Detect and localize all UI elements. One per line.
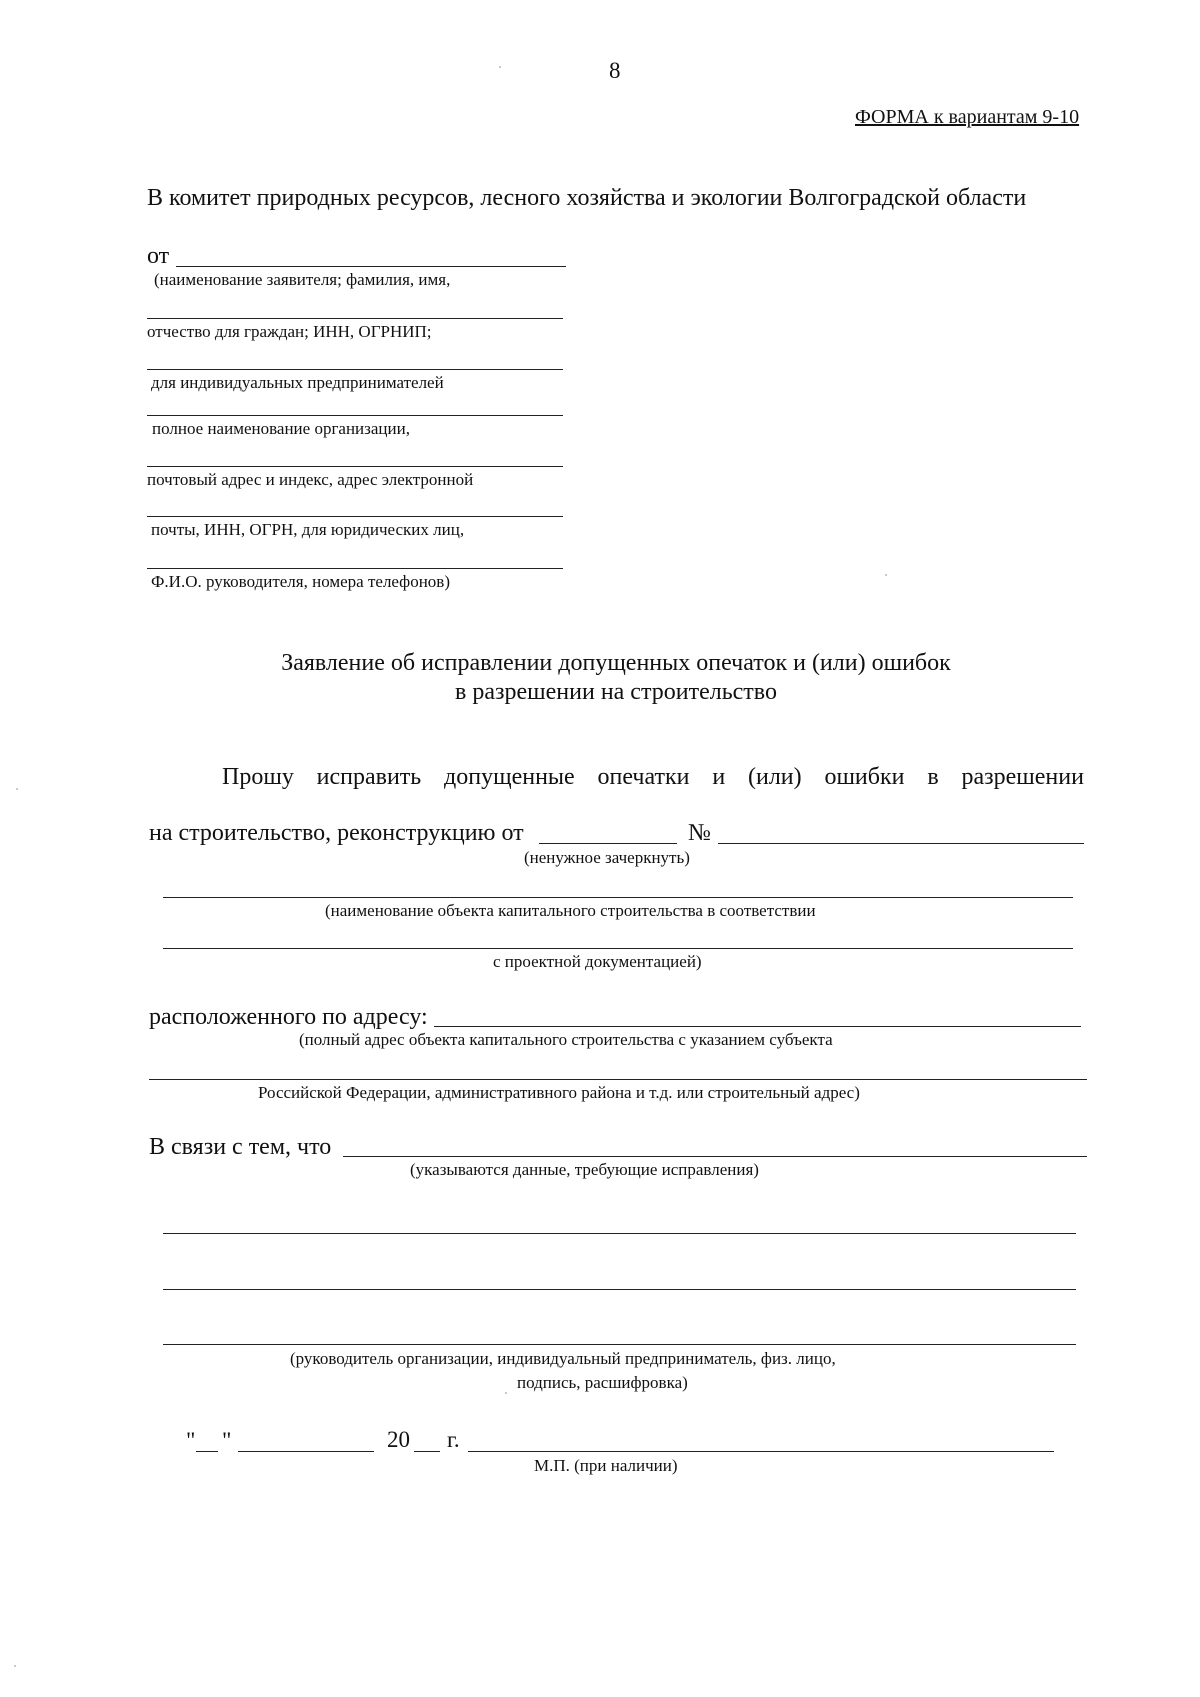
from-label: от — [147, 243, 170, 269]
date-day-line[interactable] — [196, 1451, 218, 1452]
request-word: и — [712, 764, 726, 790]
applicant-hint-3: для индивидуальных предпринимателей — [151, 373, 444, 392]
scan-speck — [14, 1665, 16, 1667]
strike-hint: (ненужное зачеркнуть) — [524, 848, 690, 867]
request-sentence — [222, 764, 1084, 791]
reason-label: В связи с тем, что — [149, 1134, 332, 1160]
applicant-line-1[interactable] — [176, 266, 566, 267]
permit-prefix: на строительство, реконструкцию от — [149, 820, 524, 846]
request-word: Прошу — [222, 764, 294, 790]
addressee: В комитет природных ресурсов, лесного хозяйства и экологии Волгоградской области — [147, 185, 1027, 211]
number-sign: № — [688, 820, 711, 846]
request-word: исправить — [316, 764, 422, 790]
address-label: расположенного по адресу: — [149, 1004, 428, 1030]
title-line-2-text: в разрешении на строительство — [455, 679, 777, 705]
request-word: (или) — [747, 764, 802, 790]
applicant-line-4[interactable] — [147, 415, 563, 416]
reason-line-2[interactable] — [163, 1233, 1076, 1234]
address-line-1[interactable] — [434, 1026, 1081, 1027]
stamp-hint: М.П. (при наличии) — [534, 1456, 678, 1475]
signer-line[interactable] — [163, 1344, 1076, 1345]
address-hint-2: Российской Федерации, административного района и т.д. или строительный адрес) — [258, 1083, 860, 1102]
scan-speck — [499, 66, 501, 68]
applicant-line-3[interactable] — [147, 369, 563, 370]
object-hint-2: с проектной документацией) — [493, 952, 702, 971]
applicant-hint-1: (наименование заявителя; фамилия, имя, — [154, 270, 451, 289]
year-suffix: г. — [447, 1427, 460, 1452]
request-word: опечатки — [597, 764, 690, 790]
date-year-line[interactable] — [414, 1451, 440, 1452]
reason-line-1[interactable] — [343, 1156, 1087, 1157]
applicant-line-2[interactable] — [147, 318, 563, 319]
reason-hint: (указываются данные, требующие исправления) — [410, 1160, 759, 1179]
year-prefix: 20 — [387, 1427, 410, 1452]
signer-hint-1: (руководитель организации, индивидуальный предприниматель, физ. лицо, — [290, 1349, 836, 1368]
signer-hint-2: подпись, расшифровка) — [517, 1373, 688, 1392]
form-tag: ФОРМА к вариантам 9-10 — [855, 106, 1080, 128]
applicant-line-7[interactable] — [147, 568, 563, 569]
stamp-line[interactable] — [468, 1451, 1054, 1452]
applicant-hint-4: полное наименование организации, — [152, 419, 410, 438]
request-word: разрешении — [961, 764, 1084, 790]
scan-speck — [885, 574, 887, 576]
page-number: 8 — [609, 58, 621, 83]
date-month-line[interactable] — [238, 1451, 374, 1452]
applicant-line-6[interactable] — [147, 516, 563, 517]
applicant-hint-6: почты, ИНН, ОГРН, для юридических лиц, — [151, 520, 465, 539]
applicant-hint-2: отчество для граждан; ИНН, ОГРНИП; — [147, 322, 432, 341]
applicant-line-5[interactable] — [147, 466, 563, 467]
address-hint-1: (полный адрес объекта капитального строительства с указанием субъекта — [299, 1030, 833, 1049]
applicant-hint-7: Ф.И.О. руководителя, номера телефонов) — [151, 572, 450, 591]
applicant-hint-5: почтовый адрес и индекс, адрес электронной — [147, 470, 474, 489]
title-line-1 — [0, 650, 1200, 677]
title-line-2 — [0, 679, 1200, 706]
address-line-2[interactable] — [149, 1079, 1087, 1080]
scan-speck — [505, 1392, 507, 1394]
request-word: допущенные — [444, 764, 575, 790]
date-quote-open: " — [186, 1428, 196, 1453]
permit-number-line[interactable] — [718, 843, 1084, 844]
title-line-1-text: Заявление об исправлении допущенных опечаток и (или) ошибок — [281, 650, 951, 676]
request-word: в — [927, 764, 939, 790]
scan-speck — [16, 788, 18, 790]
object-line-1[interactable] — [163, 897, 1073, 898]
object-line-2[interactable] — [163, 948, 1073, 949]
date-quote-close: " — [222, 1428, 232, 1453]
request-word: ошибки — [824, 764, 905, 790]
reason-line-3[interactable] — [163, 1289, 1076, 1290]
object-hint-1: (наименование объекта капитального строительства в соответствии — [325, 901, 816, 920]
permit-date-line[interactable] — [539, 843, 677, 844]
